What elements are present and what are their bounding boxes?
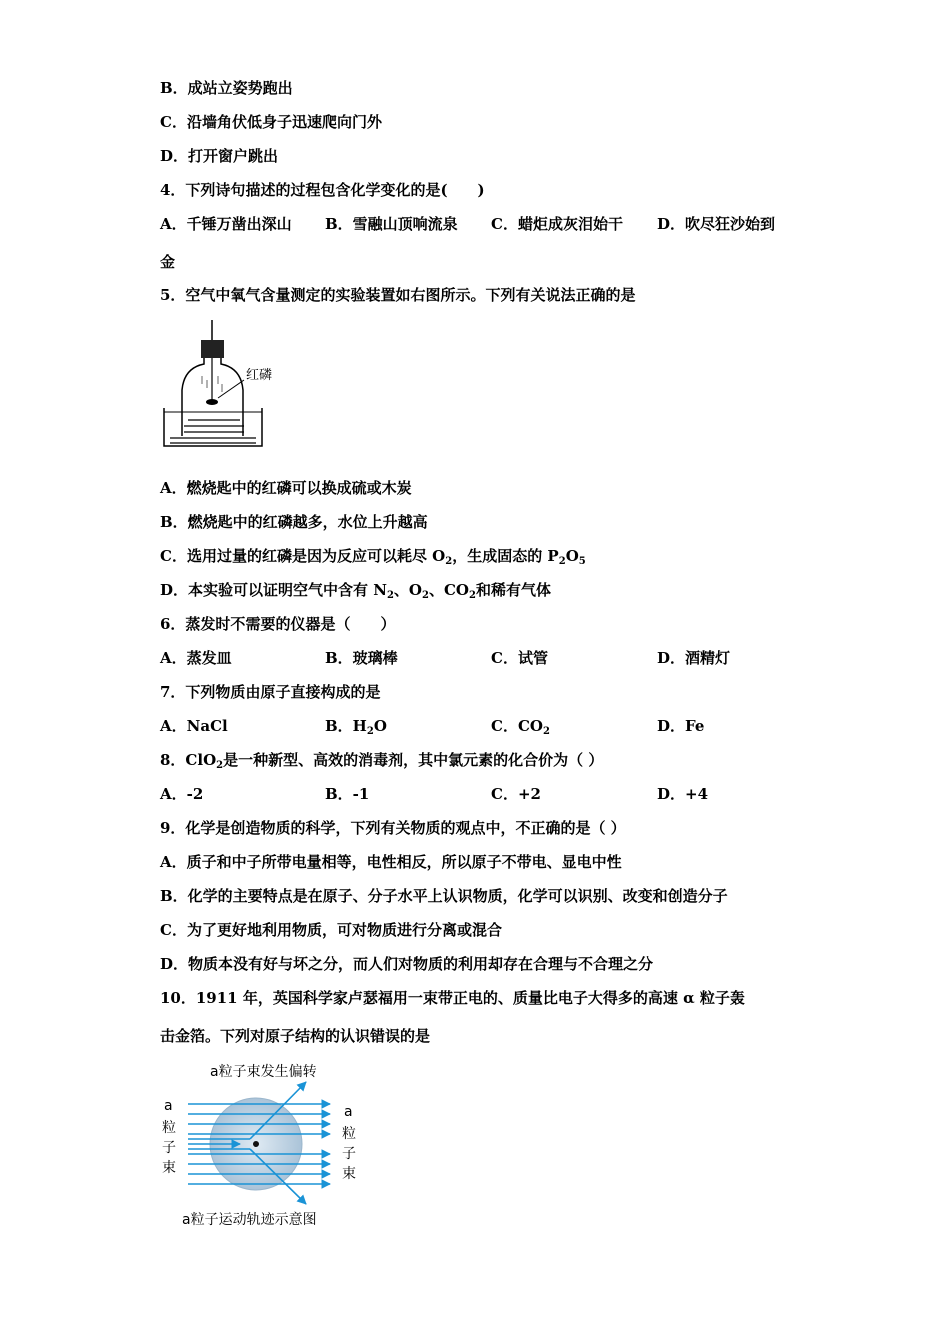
q4-stem: 4．下列诗句描述的过程包含化学变化的是( ) (160, 181, 485, 199)
svg-text:束: 束 (342, 1166, 356, 1182)
q8-option-c: C．+2 (491, 785, 541, 803)
svg-text:子: 子 (162, 1140, 176, 1156)
q10-figure-top-label: a粒子束发生偏转 (210, 1064, 317, 1080)
q4-option-d-continuation: 金 (160, 253, 176, 271)
q6-option-b: B．玻璃棒 (325, 649, 398, 667)
q10-figure-right-label (342, 1104, 356, 1182)
svg-text:a: a (164, 1098, 173, 1114)
q5-option-d: D．本实验可以证明空气中含有 $N_2$、$O_2$、$CO_2$和稀有气体 (160, 581, 551, 601)
q7-option-c: C．$CO_2$ (491, 717, 550, 737)
q5-option-c: C．选用过量的红磷是因为反应可以耗尽 $O_2$，生成固态的 $P_2O_5$ (160, 547, 586, 567)
q10-stem-line2: 击金箔。下列对原子结构的认识错误的是 (160, 1027, 431, 1045)
q3-option-c: C．沿墙角伏低身子迅速爬向门外 (160, 113, 382, 131)
svg-text:粒: 粒 (342, 1126, 356, 1142)
q10-stem-line1: 10．1911 年，英国科学家卢瑟福用一束带正电的、质量比电子大得多的高速 α 粒子轰 (160, 989, 745, 1007)
q8-stem: 8．ClO$_2$是一种新型、高效的消毒剂，其中氯元素的化合价为（ ） (160, 751, 604, 771)
q7-option-a: A．NaCl (160, 717, 228, 735)
q7-stem: 7．下列物质由原子直接构成的是 (160, 683, 381, 701)
q9-stem: 9．化学是创造物质的科学，下列有关物质的观点中，不正确的是（ ） (160, 819, 626, 837)
q10-alpha-scattering-figure (160, 1058, 380, 1233)
q4-option-a: A．千锤万凿出深山 (160, 215, 292, 233)
svg-text:a: a (344, 1104, 353, 1120)
q8-option-b: B．-1 (325, 785, 370, 803)
q10-figure-left-label (162, 1098, 176, 1176)
svg-text:束: 束 (162, 1160, 176, 1176)
q5-stem: 5．空气中氧气含量测定的实验装置如右图所示。下列有关说法正确的是 (160, 286, 636, 304)
q5-apparatus-figure (160, 318, 300, 452)
q5-option-a: A．燃烧匙中的红磷可以换成硫或木炭 (160, 479, 412, 497)
q9-option-a: A．质子和中子所带电量相等，电性相反，所以原子不带电、显电中性 (160, 853, 622, 871)
q9-option-b: B．化学的主要特点是在原子、分子水平上认识物质，化学可以识别、改变和创造分子 (160, 887, 728, 905)
q6-option-a: A．蒸发皿 (160, 649, 232, 667)
q9-option-d: D．物质本没有好与坏之分，而人们对物质的利用却存在合理与不合理之分 (160, 955, 654, 973)
q4-option-d: D．吹尽狂沙始到 (657, 215, 776, 233)
q3-option-d: D．打开窗户跳出 (160, 147, 279, 165)
q9-option-c: C．为了更好地利用物质，可对物质进行分离或混合 (160, 921, 502, 939)
svg-text:粒: 粒 (162, 1120, 176, 1136)
q6-option-d: D．酒精灯 (657, 649, 731, 667)
q5-option-b: B．燃烧匙中的红磷越多，水位上升越高 (160, 513, 428, 531)
q6-stem: 6．蒸发时不需要的仪器是（ ） (160, 615, 396, 633)
q5-figure-label: 红磷 (246, 368, 273, 383)
q4-option-b: B．雪融山顶响流泉 (325, 215, 458, 233)
q4-option-c: C．蜡炬成灰泪始干 (491, 215, 623, 233)
q7-option-b: B．$H_2O$ (325, 717, 387, 737)
q10-figure-caption: a粒子运动轨迹示意图 (182, 1212, 317, 1228)
q8-option-a: A．-2 (160, 785, 204, 803)
q6-option-c: C．试管 (491, 649, 548, 667)
q8-option-d: D．+4 (657, 785, 709, 803)
q7-option-d: D．Fe (657, 717, 705, 735)
svg-text:子: 子 (342, 1146, 356, 1162)
q3-option-b: B．成站立姿势跑出 (160, 79, 293, 97)
